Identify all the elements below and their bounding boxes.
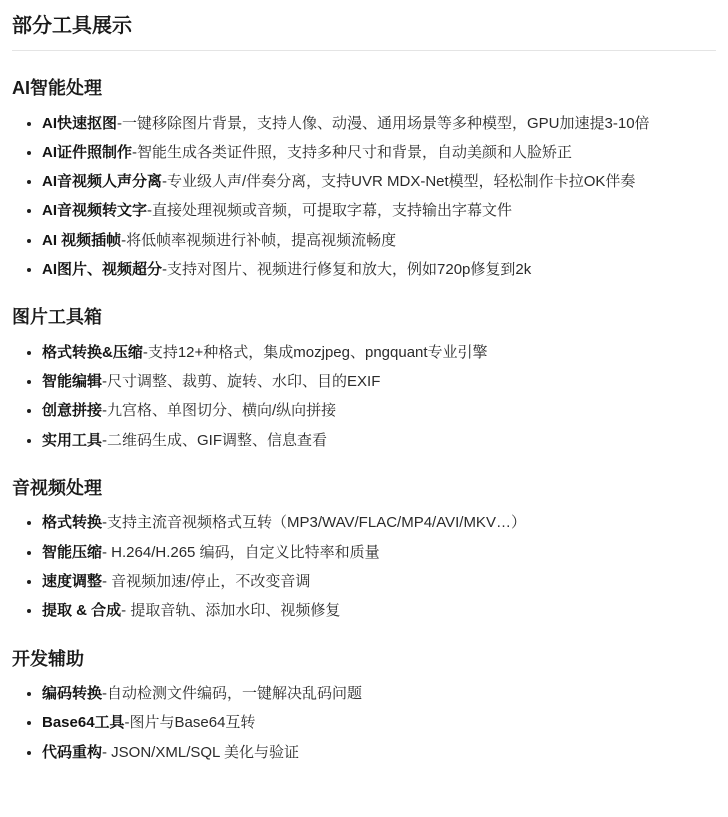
item-desc: -专业级人声/伴奏分离，支持UVR MDX-Net模型，轻松制作卡拉OK伴奏 (162, 173, 636, 191)
item-desc: -智能生成各类证件照，支持多种尺寸和背景，自动美颜和人脸矫正 (132, 143, 573, 161)
item-desc: -自动检测文件编码，一键解决乱码问题 (102, 685, 363, 703)
list-item (42, 142, 716, 163)
item-desc: -支持主流音视频格式互转（MP3/WAV/FLAC/MP4/AVI/MKV…） (102, 514, 526, 532)
list-item (42, 371, 716, 392)
item-term: 代码重构 (42, 743, 103, 761)
item-term: 提取 & 合成 (42, 602, 122, 620)
item-desc: - H.264/H.265 编码，自定义比特率和质量 (102, 543, 380, 561)
list-item (42, 113, 716, 134)
item-desc: -九宫格、单图切分、横向/纵向拼接 (102, 402, 337, 420)
item-term: Base64工具 (42, 714, 125, 732)
item-term: 格式转换 (42, 514, 103, 532)
item-desc: - 提取音轨、添加水印、视频修复 (121, 602, 341, 620)
list-item (42, 712, 716, 733)
item-term: 创意拼接 (42, 402, 103, 420)
item-term: 实用工具 (42, 431, 103, 449)
item-desc: -将低帧率视频进行补帧，提高视频流畅度 (121, 231, 397, 249)
item-term: AI证件照制作 (42, 143, 133, 161)
item-desc: -直接处理视频或音频，可提取字幕，支持输出字幕文件 (147, 202, 513, 220)
section-heading: 音视频处理 (12, 477, 102, 498)
item-term: AI音视频转文字 (42, 202, 148, 220)
section-heading: 图片工具箱 (12, 307, 102, 328)
list-item (42, 259, 716, 280)
page-title: 部分工具展示 (12, 12, 716, 51)
section-heading: AI智能处理 (12, 78, 102, 98)
item-term: 智能编辑 (42, 373, 103, 391)
list-item (42, 171, 716, 192)
item-term: 编码转换 (42, 685, 103, 703)
item-desc: - JSON/XML/SQL 美化与验证 (102, 743, 299, 761)
list-item (42, 342, 716, 363)
list-item (42, 512, 716, 533)
item-term: AI音视频人声分离 (42, 173, 163, 191)
item-desc: - 音视频加速/停止，不改变音调 (102, 573, 311, 591)
list-item (42, 230, 716, 251)
list-item (42, 742, 716, 763)
item-term: 格式转换&压缩 (42, 343, 143, 361)
item-desc: -图片与Base64互转 (124, 714, 256, 732)
sections-container (12, 77, 716, 763)
item-term: AI图片、视频超分 (42, 260, 163, 278)
item-desc: -支持12+种格式，集成mozjpeg、pngquant专业引擎 (142, 343, 488, 361)
item-desc: -支持对图片、视频进行修复和放大，例如720p修复到2k (162, 260, 532, 278)
list-item (42, 400, 716, 421)
tool-list (12, 113, 716, 281)
list-item (42, 683, 716, 704)
item-term: 智能压缩 (42, 543, 103, 561)
list-item (42, 571, 716, 592)
item-term: AI快速抠图 (42, 114, 118, 132)
item-desc: -二维码生成、GIF调整、信息查看 (102, 431, 328, 449)
tool-list (12, 683, 716, 763)
list-item (42, 600, 716, 621)
item-term: AI 视频插帧 (42, 231, 122, 249)
item-desc: -一键移除图片背景，支持人像、动漫、通用场景等多种模型，GPU加速提3-10倍 (117, 114, 650, 132)
list-item (42, 542, 716, 563)
item-term: 速度调整 (42, 573, 103, 591)
item-desc: -尺寸调整、裁剪、旋转、水印、目的EXIF (102, 373, 381, 391)
tool-list (12, 342, 716, 451)
section-heading: 开发辅助 (12, 648, 84, 669)
tool-list (12, 512, 716, 621)
list-item (42, 200, 716, 221)
list-item (42, 430, 716, 451)
